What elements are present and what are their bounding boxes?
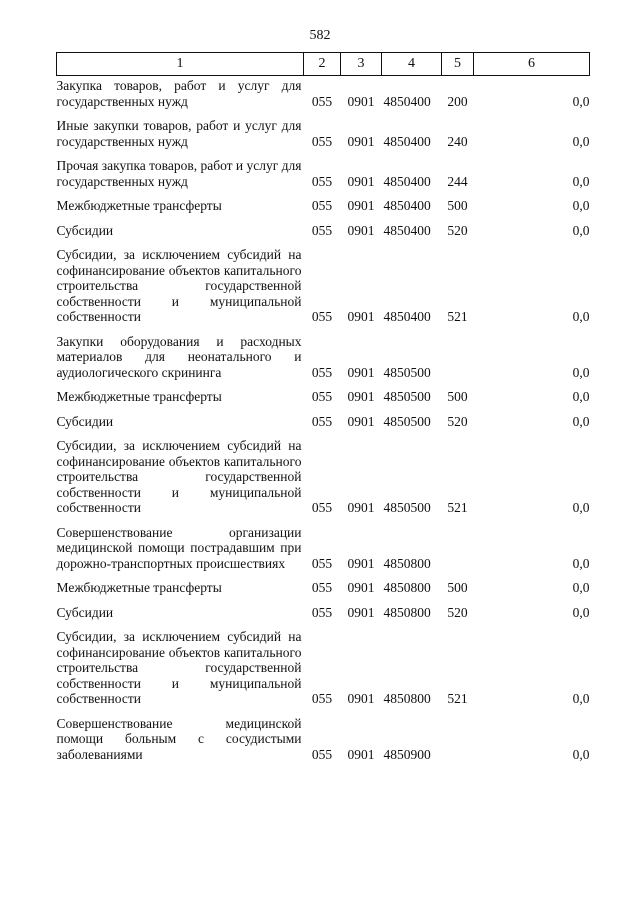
table-row	[57, 238, 590, 325]
expense-type-code: 520	[447, 222, 468, 238]
target-article-code: 4850500	[383, 389, 431, 404]
amount: 0,0	[572, 746, 590, 762]
item-name: Межбюджетные трансферты	[56, 580, 222, 595]
expense-type-code: 240	[447, 133, 468, 149]
expense-type-code: 520	[447, 604, 468, 620]
target-article-code: 4850800	[383, 604, 431, 620]
target-article-code: 4850500	[383, 364, 431, 380]
column-header-2: 2	[304, 53, 341, 76]
admin-code: 055	[311, 580, 333, 595]
item-name: Совершенствование организации медицинской помощи пострадавшим при дорожно-транспортных происшествиях	[56, 524, 302, 571]
amount: 0,0	[572, 580, 590, 595]
amount: 0,0	[572, 389, 590, 404]
item-name: Межбюджетные трансферты	[56, 389, 222, 404]
expense-type-code: 200	[447, 93, 468, 109]
table-row	[57, 707, 590, 763]
item-name: Совершенствование медицинской помощи больным с сосудистыми заболеваниями	[56, 715, 302, 762]
section-code: 0901	[347, 555, 375, 571]
amount: 0,0	[572, 555, 590, 571]
table-row	[57, 214, 590, 239]
column-header-3: 3	[341, 53, 382, 76]
target-article-code: 4850900	[383, 746, 431, 762]
item-name: Закупка товаров, работ и услуг для государственных нужд	[56, 78, 302, 109]
amount: 0,0	[572, 364, 590, 380]
item-name: Субсидии, за исключением субсидий на софинансирование объектов капитального строительства государственной собственности и муниципальной собственности	[56, 247, 302, 324]
item-name: Прочая закупка товаров, работ и услуг для государственных нужд	[56, 158, 302, 189]
table-row	[57, 620, 590, 707]
table-header	[57, 53, 590, 76]
section-code: 0901	[347, 500, 375, 515]
expense-type-code: 244	[447, 173, 468, 189]
section-code: 0901	[347, 93, 375, 109]
item-name: Субсидии	[56, 413, 114, 429]
amount: 0,0	[572, 309, 590, 324]
item-name: Иные закупки товаров, работ и услуг для государственных нужд	[56, 118, 302, 149]
target-article-code: 4850500	[383, 500, 431, 515]
expense-type-code	[442, 325, 474, 381]
admin-code: 055	[311, 222, 333, 238]
admin-code: 055	[311, 309, 333, 324]
table-row	[57, 596, 590, 621]
amount: 0,0	[572, 604, 590, 620]
table-body	[57, 76, 590, 763]
target-article-code: 4850400	[383, 173, 431, 189]
item-name: Субсидии, за исключением субсидий на софинансирование объектов капитального строительства государственной собственности и муниципальной собственности	[56, 438, 302, 515]
column-header-5: 5	[442, 53, 474, 76]
target-article-code: 4850400	[383, 222, 431, 238]
budget-table	[56, 52, 590, 762]
admin-code: 055	[311, 413, 333, 429]
section-code: 0901	[347, 309, 375, 324]
table-row	[57, 380, 590, 405]
target-article-code: 4850400	[383, 198, 431, 213]
expense-type-code: 521	[447, 691, 468, 706]
section-code: 0901	[347, 604, 375, 620]
admin-code: 055	[311, 555, 333, 571]
item-name: Субсидии, за исключением субсидий на софинансирование объектов капитального строительства государственной собственности и муниципальной собственности	[56, 629, 302, 706]
admin-code: 055	[311, 500, 333, 515]
section-code: 0901	[347, 691, 375, 706]
table-row	[57, 325, 590, 381]
table-row	[57, 76, 590, 110]
amount: 0,0	[572, 691, 590, 706]
admin-code: 055	[311, 173, 333, 189]
admin-code: 055	[311, 198, 333, 213]
column-header-4: 4	[382, 53, 442, 76]
expense-type-code: 521	[447, 309, 468, 324]
target-article-code: 4850800	[383, 555, 431, 571]
header-row	[57, 53, 590, 76]
section-code: 0901	[347, 222, 375, 238]
item-name: Субсидии	[56, 222, 114, 238]
expense-type-code: 500	[447, 389, 468, 404]
target-article-code: 4850400	[383, 133, 431, 149]
section-code: 0901	[347, 173, 375, 189]
admin-code: 055	[311, 93, 333, 109]
amount: 0,0	[572, 93, 590, 109]
section-code: 0901	[347, 198, 375, 213]
expense-type-code: 500	[447, 580, 468, 595]
amount: 0,0	[572, 173, 590, 189]
amount: 0,0	[572, 198, 590, 213]
expense-type-code: 521	[447, 500, 468, 515]
table-row	[57, 405, 590, 430]
table-row	[57, 429, 590, 516]
admin-code: 055	[311, 604, 333, 620]
section-code: 0901	[347, 389, 375, 404]
page-number: 582	[309, 28, 331, 43]
target-article-code: 4850500	[383, 413, 431, 429]
item-name: Закупки оборудования и расходных материалов для неонатального и аудиологического скрининга	[56, 333, 302, 380]
table-row	[57, 189, 590, 214]
amount: 0,0	[572, 500, 590, 515]
column-header-1: 1	[57, 53, 304, 76]
table-row	[57, 571, 590, 596]
expense-type-code	[442, 516, 474, 572]
admin-code: 055	[311, 133, 333, 149]
section-code: 0901	[347, 133, 375, 149]
expense-type-code: 500	[447, 198, 468, 213]
target-article-code: 4850800	[383, 580, 431, 595]
section-code: 0901	[347, 746, 375, 762]
amount: 0,0	[572, 413, 590, 429]
expense-type-code: 520	[447, 413, 468, 429]
admin-code: 055	[311, 389, 333, 404]
item-name: Субсидии	[56, 604, 114, 620]
table-row	[57, 149, 590, 189]
column-header-6: 6	[474, 53, 590, 76]
section-code: 0901	[347, 413, 375, 429]
amount: 0,0	[572, 222, 590, 238]
admin-code: 055	[311, 691, 333, 706]
section-code: 0901	[347, 364, 375, 380]
target-article-code: 4850400	[383, 309, 431, 324]
item-name: Межбюджетные трансферты	[56, 198, 222, 213]
table-row	[57, 109, 590, 149]
admin-code: 055	[311, 364, 333, 380]
expense-type-code	[442, 707, 474, 763]
table-row	[57, 516, 590, 572]
amount: 0,0	[572, 133, 590, 149]
target-article-code: 4850800	[383, 691, 431, 706]
section-code: 0901	[347, 580, 375, 595]
target-article-code: 4850400	[383, 93, 431, 109]
admin-code: 055	[311, 746, 333, 762]
